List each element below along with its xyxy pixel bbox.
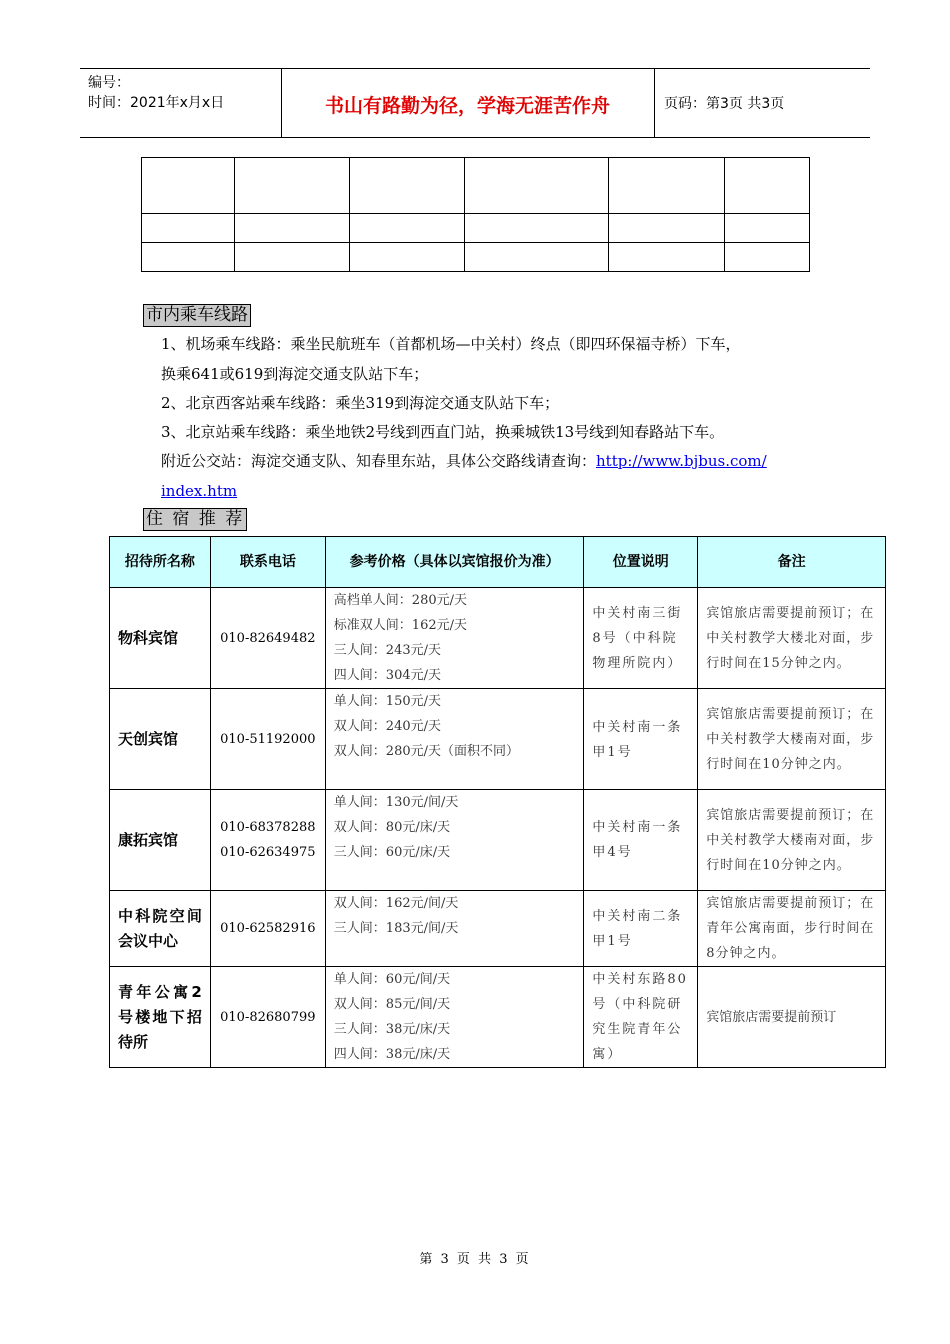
bus-info bbox=[161, 447, 767, 476]
hotel-name: 康拓宾馆 bbox=[110, 790, 211, 891]
page-footer: 第 3 页 共 3 页 bbox=[419, 1252, 531, 1267]
hotel-location: 中关村南一条甲4号 bbox=[584, 790, 698, 891]
price-line: 四人间：304元/天 bbox=[333, 668, 441, 683]
table-cell bbox=[725, 158, 810, 214]
table-cell bbox=[142, 243, 235, 272]
table-cell bbox=[609, 243, 725, 272]
hotel-name: 青年公寓2号楼地下招待所 bbox=[110, 967, 211, 1068]
table-cell bbox=[350, 214, 465, 243]
header-page-label: 页码：第3页 共3页 bbox=[664, 96, 785, 112]
hotel-note: 宾馆旅店需要提前预订 bbox=[698, 967, 886, 1068]
bus-info-text: 附近公交站：海淀交通支队、知春里东站，具体公交路线请查询： bbox=[161, 452, 597, 470]
table-row bbox=[110, 891, 886, 967]
hotel-phone bbox=[210, 891, 325, 967]
bus-info-cont bbox=[161, 477, 237, 506]
col-header-location: 位置说明 bbox=[584, 537, 698, 588]
transit-line-3: 3、北京站乘车线路：乘坐地铁2号线到西直门站，换乘城铁13号线到知春路站下车。 bbox=[161, 423, 725, 441]
price-line: 三人间：60元/床/天 bbox=[333, 845, 451, 860]
table-cell bbox=[142, 214, 235, 243]
price-line: 标准双人间：162元/天 bbox=[333, 618, 467, 633]
hotel-phone bbox=[210, 967, 325, 1068]
lodging-heading: 住 宿 推 荐 bbox=[143, 508, 247, 531]
page-header bbox=[80, 68, 870, 138]
table-cell bbox=[725, 214, 810, 243]
table-row bbox=[110, 790, 886, 891]
price-line: 双人间：162元/间/天 bbox=[333, 896, 459, 911]
table-cell bbox=[235, 158, 350, 214]
transit-line-1a: 1、机场乘车线路：乘坐民航班车（首都机场—中关村）终点（即四环保福寺桥）下车， bbox=[161, 335, 741, 353]
hotel-location: 中关村南三街8号（中科院物理所院内） bbox=[584, 588, 698, 689]
price-line: 三人间：243元/天 bbox=[333, 643, 441, 658]
hotel-price bbox=[325, 967, 584, 1068]
hotel-phone bbox=[210, 588, 325, 689]
hotel-location: 中关村东路80号（中科院研究生院青年公寓） bbox=[584, 967, 698, 1068]
table-cell bbox=[725, 243, 810, 272]
table-row bbox=[110, 967, 886, 1068]
bus-query-link-cont[interactable]: index.htm bbox=[161, 482, 238, 500]
hotel-price bbox=[325, 790, 584, 891]
table-cell bbox=[235, 214, 350, 243]
table-cell bbox=[609, 158, 725, 214]
hotel-table-header bbox=[110, 537, 886, 588]
table-cell bbox=[350, 158, 465, 214]
table-cell bbox=[609, 214, 725, 243]
hotel-name: 物科宾馆 bbox=[110, 588, 211, 689]
price-line: 三人间：38元/床/天 bbox=[333, 1022, 451, 1037]
hotel-price bbox=[325, 891, 584, 967]
table-cell bbox=[142, 158, 235, 214]
hotel-table bbox=[109, 536, 886, 1068]
hotel-price bbox=[325, 588, 584, 689]
hotel-phone bbox=[210, 790, 325, 891]
price-line: 高档单人间：280元/天 bbox=[333, 593, 467, 608]
price-line: 单人间：60元/间/天 bbox=[333, 972, 451, 987]
price-line: 双人间：280元/天（面积不同） bbox=[333, 744, 519, 759]
col-header-price: 参考价格（具体以宾馆报价为准） bbox=[325, 537, 584, 588]
table-cell bbox=[465, 214, 609, 243]
header-divider bbox=[654, 69, 655, 137]
price-line: 双人间：85元/间/天 bbox=[333, 997, 451, 1012]
transit-heading: 市内乘车线路 bbox=[143, 304, 251, 327]
col-header-note: 备注 bbox=[698, 537, 886, 588]
price-line: 四人间：38元/床/天 bbox=[333, 1047, 451, 1062]
transit-line-2: 2、北京西客站乘车线路：乘坐319到海淀交通支队站下车； bbox=[161, 394, 560, 412]
table-row bbox=[110, 689, 886, 790]
hotel-price bbox=[325, 689, 584, 790]
bus-query-link[interactable]: http://www.bjbus.com/ bbox=[596, 452, 767, 470]
empty-table bbox=[141, 157, 810, 272]
table-cell bbox=[350, 243, 465, 272]
table-cell bbox=[465, 158, 609, 214]
hotel-note: 宾馆旅店需要提前预订；在中关村教学大楼南对面，步行时间在10分钟之内。 bbox=[698, 689, 886, 790]
phone-number: 010-82680799 bbox=[220, 1009, 316, 1025]
phone-number: 010-82649482 bbox=[220, 630, 316, 646]
phone-number: 010-51192000 bbox=[220, 731, 316, 747]
hotel-name: 天创宾馆 bbox=[110, 689, 211, 790]
phone-number: 010-62634975 bbox=[220, 845, 316, 860]
hotel-location: 中关村南二条甲1号 bbox=[584, 891, 698, 967]
header-motto: 书山有路勤为径，学海无涯苦作舟 bbox=[324, 95, 610, 117]
table-row bbox=[110, 588, 886, 689]
price-line: 单人间：150元/天 bbox=[333, 694, 441, 709]
price-line: 单人间：130元/间/天 bbox=[333, 795, 459, 810]
transit-line-1b: 换乘641或619到海淀交通支队站下车； bbox=[161, 365, 429, 383]
hotel-location: 中关村南一条甲1号 bbox=[584, 689, 698, 790]
hotel-name: 中科院空间会议中心 bbox=[110, 891, 211, 967]
header-meta bbox=[88, 73, 224, 113]
hotel-note: 宾馆旅店需要提前预订；在中关村教学大楼南对面，步行时间在10分钟之内。 bbox=[698, 790, 886, 891]
phone-number: 010-68378288 bbox=[220, 820, 316, 835]
hotel-note: 宾馆旅店需要提前预订；在中关村教学大楼北对面，步行时间在15分钟之内。 bbox=[698, 588, 886, 689]
table-cell bbox=[235, 243, 350, 272]
col-header-name: 招待所名称 bbox=[110, 537, 211, 588]
time-label: 时间：2021年x月x日 bbox=[88, 95, 225, 111]
col-header-phone: 联系电话 bbox=[210, 537, 325, 588]
price-line: 双人间：80元/床/天 bbox=[333, 820, 451, 835]
number-label: 编号： bbox=[88, 75, 130, 91]
price-line: 三人间：183元/间/天 bbox=[333, 921, 459, 936]
price-line: 双人间：240元/天 bbox=[333, 719, 441, 734]
hotel-note: 宾馆旅店需要提前预订；在青年公寓南面，步行时间在8分钟之内。 bbox=[698, 891, 886, 967]
hotel-phone bbox=[210, 689, 325, 790]
phone-number: 010-62582916 bbox=[220, 921, 316, 936]
table-cell bbox=[465, 243, 609, 272]
